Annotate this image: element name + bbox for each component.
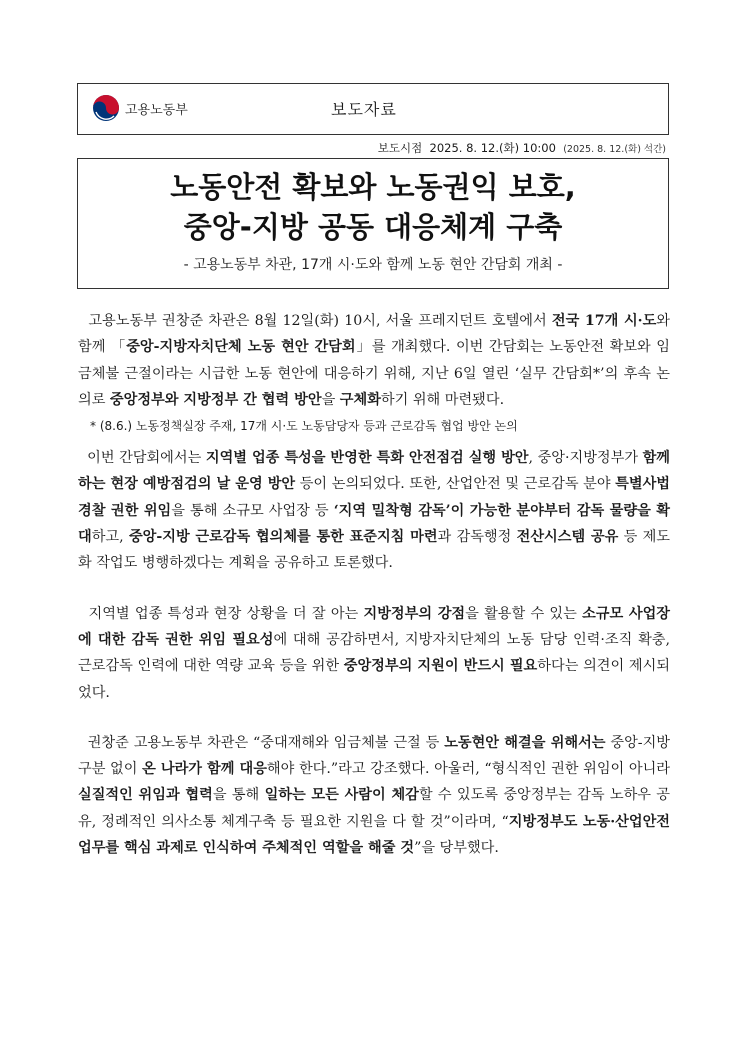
release-date: 2025. 8. 12.(화) 10:00 [429, 141, 556, 155]
p2-bold-d: 함께하는 현장 예방점검의 날 운영 방안 [78, 450, 670, 493]
p2-text-k: 과 감독행정 [437, 529, 517, 546]
p2-bold-j: 중앙-지방 근로감독 협의체를 통한 표준지침 마련 [128, 529, 438, 546]
p4-text-c: 중앙-지방 구분 없이 [78, 734, 671, 778]
p2-bold-b: 지역별 업종 특성을 반영한 특화 안전점검 실행 방안 [205, 450, 529, 467]
release-label: 보도시점 [377, 141, 423, 155]
article-body [78, 308, 670, 861]
p4-bold-d: 온 나라가 함께 대응 [142, 761, 267, 778]
headline-line-2: 중앙-지방 공동 대응체계 구축 [183, 210, 563, 244]
header-box [77, 83, 669, 135]
p2-text-e: 등이 논의되었다. 또한, 산업안전 및 근로감독 분야 [295, 476, 616, 493]
p1-text-i: 하기 위해 마련됐다. [380, 391, 505, 408]
p4-text-e: 해야 한다.”라고 강조했다. 아울러, “형식적인 권한 위임이 아니라 [266, 761, 671, 778]
p1-text-g: 을 [321, 391, 340, 408]
title-box [77, 158, 669, 289]
p1-bold-f: 중앙정부와 지방정부 간 협력 방안 [109, 391, 322, 408]
p2-bold-f: 특별사법경찰 권한 위임 [78, 476, 670, 519]
p4-bold-f: 실질적인 위임과 협력 [78, 787, 213, 804]
p1-text-e: 」를 개최했다. 이번 간담회는 노동안전 확보와 임금체불 근절이라는 시급한 노동 현안에 대응하기 위해, 지난 6일 열린 ‘실무 간담회*’의 후속 논의로 [78, 339, 671, 408]
p2-bold-h: ‘지역 밀착형 감독’이 가능한 분야부터 감독 물량을 확대 [78, 502, 670, 546]
paragraph-2 [78, 445, 670, 576]
p3-text-a: 지역별 업종 특성과 현장 상황을 더 잘 아는 [88, 605, 364, 622]
p3-bold-f: 중앙정부의 지원이 반드시 필요 [343, 658, 538, 675]
p2-text-a: 이번 간담회에서는 [87, 450, 206, 467]
p4-text-a: 권창준 고용노동부 차관은 “중대재해와 임금체불 근절 등 [87, 734, 445, 751]
p4-bold-h: 일하는 모든 사람이 체감 [264, 787, 419, 804]
paragraph-4 [78, 730, 670, 861]
footnote: * (8.6.) 노동정책실장 주재, 17개 시·도 노동담당자 등과 근로감독 협업 방안 논의 [90, 419, 518, 434]
paragraph-1 [78, 308, 670, 413]
p2-text-m: 등 제도화 작업도 병행하겠다는 계획을 공유하고 토론했다. [78, 529, 670, 572]
p3-bold-d: 소규모 사업장에 대한 감독 권한 위임 필요성 [78, 605, 670, 648]
p2-bold-l: 전산시스템 공유 [516, 529, 619, 546]
p1-bold-h: 구체화 [339, 391, 381, 408]
doc-type: 보도자료 [331, 100, 397, 119]
p2-text-c: , 중앙·지방정부가 [528, 450, 643, 467]
p2-text-i: 하고, [91, 529, 129, 546]
p1-bold-d: 중앙-지방자치단체 노동 현안 간담회 [126, 339, 356, 356]
p1-bold-b: 전국 17개 시·도 [551, 313, 657, 329]
p3-text-e: 에 대해 공감하면서, 지방자치단체의 노동 담당 인력·조직 확충, 근로감독 인력에 대한 역량 교육 등을 위한 [78, 631, 670, 675]
p4-text-i: 할 수 있도록 중앙정부는 감독 노하우 공유, 정례적인 의사소통 체계구축 등 필요한 지원을 다 할 것”이라며, “ [78, 787, 671, 830]
p4-bold-j: 지방정부도 노동·산업안전 업무를 핵심 과제로 인식하여 주체적인 역할을 해줄 것 [78, 813, 670, 857]
headline-line-1: 노동안전 확보와 노동권익 보호, [170, 170, 576, 204]
p4-bold-b: 노동현안 해결을 위해서는 [444, 734, 606, 751]
p4-text-g: 을 통해 [212, 787, 265, 804]
release-time [378, 140, 666, 156]
p2-text-g: 을 통해 소규모 사업장 등 [171, 502, 334, 519]
taegeuk-emblem-icon [92, 94, 120, 122]
paragraph-3 [78, 601, 670, 706]
p3-text-c: 을 활용할 수 있는 [465, 605, 583, 622]
p1-text-a: 고용노동부 권창준 차관은 8월 12일(화) 10시, 서울 프레지던트 호텔에서 [88, 313, 552, 329]
p4-text-k: ”을 당부했다. [414, 840, 499, 857]
p3-text-g: 하다는 의견이 제시되었다. [78, 658, 670, 701]
spacer [78, 706, 670, 730]
subtitle: - 고용노동부 차관, 17개 시·도와 함께 노동 현안 간담회 개최 - [183, 257, 563, 273]
ministry-logo [92, 94, 188, 122]
p3-bold-b: 지방정부의 강점 [363, 605, 466, 622]
release-paper: (2025. 8. 12.(화) 석간) [563, 144, 666, 155]
ministry-name: 고용노동부 [125, 102, 188, 118]
spacer [78, 577, 670, 601]
p1-text-c: 와 함께 「 [78, 313, 671, 356]
